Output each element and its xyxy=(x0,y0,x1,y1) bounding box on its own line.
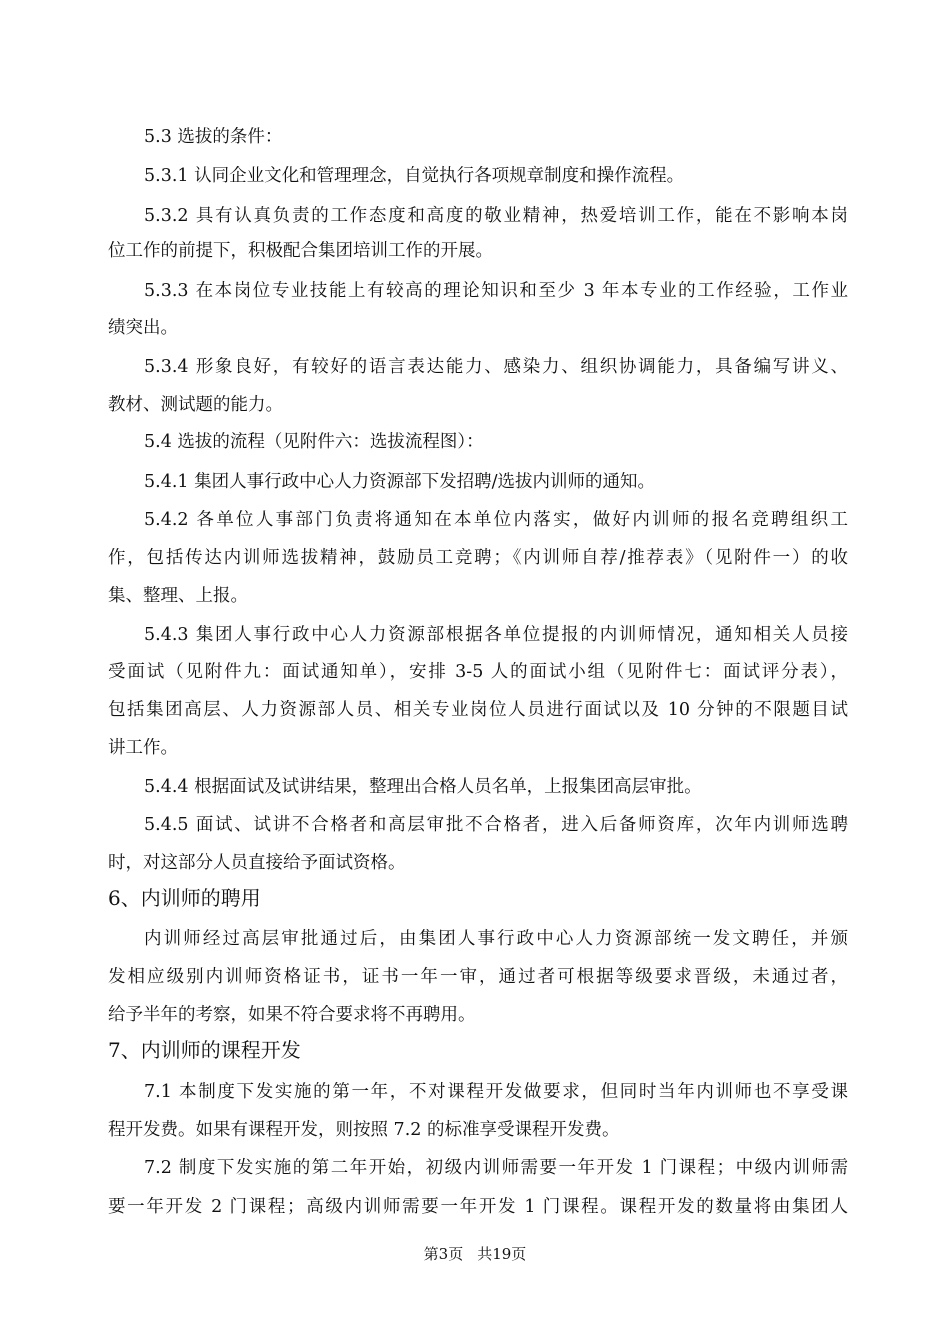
page-number: 第3页 xyxy=(423,1245,464,1263)
paragraph-line: 绩突出。 xyxy=(108,318,178,338)
paragraph-line: 5.3.3 在本岗位专业技能上有较高的理论知识和至少 3 年本专业的工作经验，工作业 xyxy=(144,281,848,301)
paragraph-line: 给予半年的考察，如果不符合要求将不再聘用。 xyxy=(108,1005,476,1025)
paragraph-line: 内训师经过高层审批通过后，由集团人事行政中心人力资源部统一发文聘任，并颁 xyxy=(144,929,848,949)
paragraph-line: 位工作的前提下，积极配合集团培训工作的开展。 xyxy=(108,241,493,261)
paragraph-line: 5.4.5 面试、试讲不合格者和高层审批不合格者，进入后备师资库，次年内训师选聘 xyxy=(144,815,848,835)
paragraph-line: 5.3.2 具有认真负责的工作态度和高度的敬业精神，热爱培训工作，能在不影响本岗 xyxy=(144,206,848,226)
paragraph-line: 包括集团高层、人力资源部人员、相关专业岗位人员进行面试以及 10 分钟的不限题目试 xyxy=(108,700,848,720)
paragraph-line: 程开发费。如果有课程开发，则按照 7.2 的标准享受课程开发费。 xyxy=(108,1120,620,1140)
paragraph-line: 5.3 选拔的条件： xyxy=(144,127,283,147)
paragraph-line: 5.4 选拔的流程（见附件六：选拔流程图）： xyxy=(144,432,484,452)
paragraph-line: 7.1 本制度下发实施的第一年，不对课程开发做要求，但同时当年内训师也不享受课 xyxy=(144,1082,848,1102)
paragraph-line: 要一年开发 2 门课程；高级内训师需要一年开发 1 门课程。课程开发的数量将由集团人 xyxy=(108,1197,848,1217)
page-footer xyxy=(0,1244,950,1264)
section-heading: 7、内训师的课程开发 xyxy=(108,1038,301,1062)
paragraph-line: 5.4.2 各单位人事部门负责将通知在本单位内落实，做好内训师的报名竞聘组织工 xyxy=(144,510,848,530)
paragraph-line: 时，对这部分人员直接给予面试资格。 xyxy=(108,853,406,873)
paragraph-line: 5.3.1 认同企业文化和管理理念，自觉执行各项规章制度和操作流程。 xyxy=(144,166,685,186)
paragraph-line: 教材、测试题的能力。 xyxy=(108,395,283,415)
paragraph-line: 5.3.4 形象良好，有较好的语言表达能力、感染力、组织协调能力，具备编写讲义、 xyxy=(144,357,848,377)
section-heading: 6、内训师的聘用 xyxy=(108,886,261,910)
paragraph-line: 5.4.4 根据面试及试讲结果，整理出合格人员名单，上报集团高层审批。 xyxy=(144,777,702,797)
paragraph-line: 7.2 制度下发实施的第二年开始，初级内训师需要一年开发 1 门课程；中级内训师需 xyxy=(144,1158,848,1178)
paragraph-line: 作，包括传达内训师选拔精神，鼓励员工竞聘；《内训师自荐/推荐表》（见附件一）的收 xyxy=(108,548,848,568)
paragraph-line: 讲工作。 xyxy=(108,738,178,758)
paragraph-line: 5.4.3 集团人事行政中心人力资源部根据各单位提报的内训师情况，通知相关人员接 xyxy=(144,625,848,645)
paragraph-line: 发相应级别内训师资格证书，证书一年一审，通过者可根据等级要求晋级，未通过者， xyxy=(108,967,848,987)
paragraph-line: 受面试（见附件九：面试通知单），安排 3-5 人的面试小组（见附件七：面试评分表）， xyxy=(108,662,848,682)
paragraph-line: 集、整理、上报。 xyxy=(108,586,248,606)
paragraph-line: 5.4.1 集团人事行政中心人力资源部下发招聘/选拔内训师的通知。 xyxy=(144,472,655,492)
page-total: 共19页 xyxy=(477,1245,527,1263)
